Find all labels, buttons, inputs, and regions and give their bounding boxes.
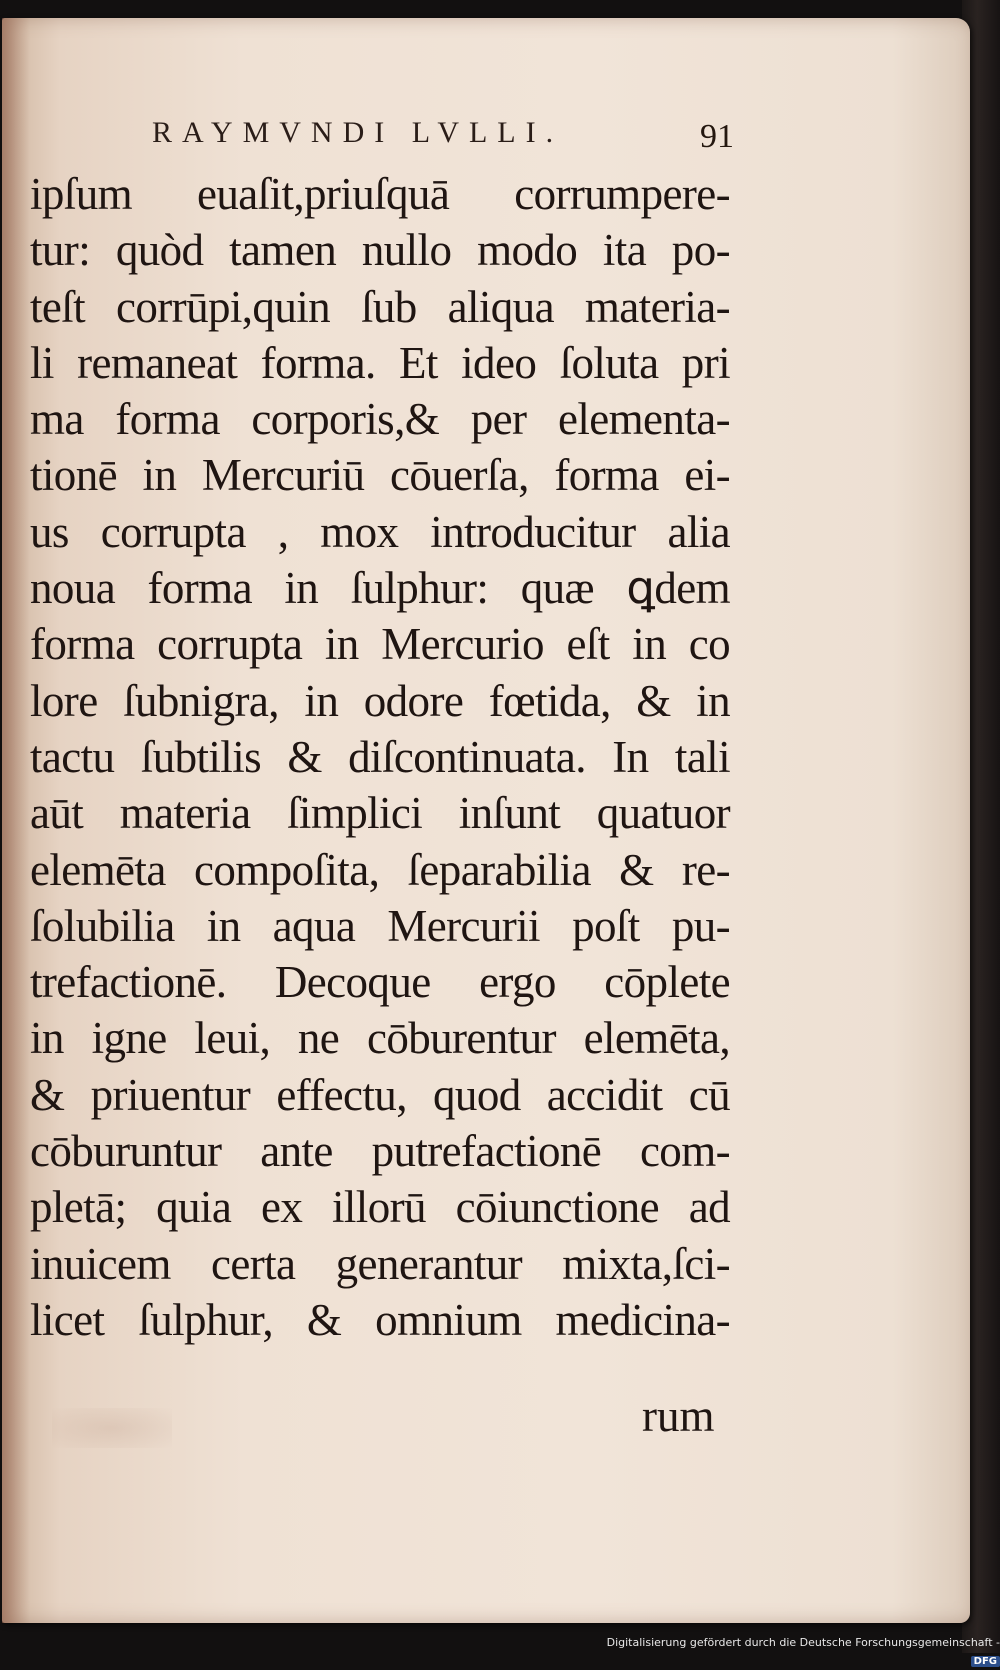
text-line: trefactionē. Decoque ergo cōplete	[30, 957, 730, 1008]
text-line: tur: quòd tamen nullo modo ita po-	[30, 225, 730, 276]
text-line: ma forma corporis,& per elementa-	[30, 394, 730, 445]
dfg-logo: DFG	[971, 1656, 1000, 1667]
text-line: noua forma in ſulphur: quæ ꝗdem	[30, 563, 730, 614]
text-line: forma corrupta in Mercurio eſt in co	[30, 619, 730, 670]
page-number: 91	[700, 118, 734, 155]
running-title: RAYMVNDI LVLLI.	[152, 116, 564, 149]
text-line: tionē in Mercuriū cōuerſa, forma ei-	[30, 450, 730, 501]
text-line: licet ſulphur, & omnium medicina-	[30, 1294, 730, 1345]
book-page	[2, 18, 970, 1623]
credit-text: Digitalisierung gefördert durch die Deutsche Forschungsgemeinschaft -	[606, 1636, 1000, 1649]
page-header	[152, 116, 742, 156]
text-line: ſolubilia in aqua Mercurii poſt pu-	[30, 900, 730, 951]
text-line: li remaneat forma. Et ideo ſoluta pri	[30, 337, 730, 388]
text-line: lore ſubnigra, in odore fœtida, & in	[30, 675, 730, 726]
text-line: teſt corrūpi,quin ſub aliqua materia-	[30, 281, 730, 332]
text-line: aūt materia ſimplici inſunt quatuor	[30, 788, 730, 839]
text-line: inuicem certa generantur mixta,ſci-	[30, 1238, 730, 1289]
text-line: elemēta compoſita, ſeparabilia & re-	[30, 844, 730, 895]
page-gutter-shadow	[2, 18, 30, 1623]
digitization-credit	[600, 1632, 1000, 1667]
text-line: in igne leui, ne cōburentur elemēta,	[30, 1013, 730, 1064]
text-line: us corrupta , mox introducitur alia	[30, 506, 730, 557]
text-line: & priuentur effectu, quod accidit cū	[30, 1069, 730, 1120]
text-line: ipſum euaſit,priuſquā corrumpere-	[30, 169, 730, 219]
catchword: rum	[642, 1391, 715, 1441]
text-line: cōburuntur ante putrefactionē com-	[30, 1126, 730, 1177]
body-text	[30, 166, 730, 1348]
paper-stain	[52, 1408, 172, 1448]
text-line: pletā; quia ex illorū cōiunctione ad	[30, 1182, 730, 1233]
text-line: tactu ſubtilis & diſcontinuata. In tali	[30, 731, 730, 782]
